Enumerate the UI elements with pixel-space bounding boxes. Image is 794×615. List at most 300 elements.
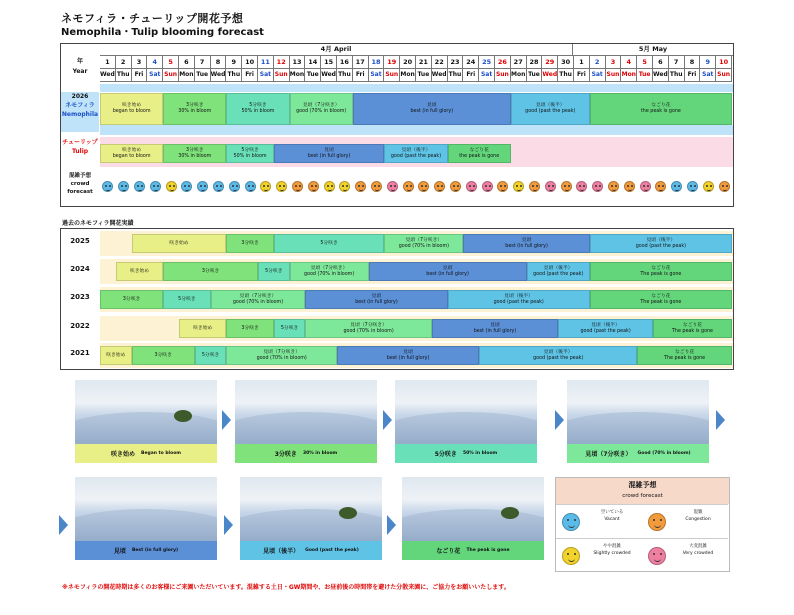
stage-label-jp: 3分咲き xyxy=(241,240,259,246)
crowd-legend-en: Slightly crowded xyxy=(593,551,631,556)
day-of-week: Tue xyxy=(305,69,321,82)
stage-label-jp: 見頃 xyxy=(371,293,382,299)
crowd-face-icon xyxy=(403,181,414,192)
day-number: 25 xyxy=(479,56,495,69)
stage-caption-en: 50% in bloom xyxy=(462,451,498,456)
stage-label-jp: 5分咲き xyxy=(320,240,338,246)
past-2021-segment xyxy=(479,346,637,365)
day-number: 8 xyxy=(685,56,701,69)
past-2022-segment xyxy=(432,319,558,338)
stage-label-jp: 見頃（7分咲き） xyxy=(350,322,387,328)
stage-caption xyxy=(402,541,544,560)
day-of-week: Fri xyxy=(463,69,479,82)
crowd-label-en2: forecast xyxy=(67,189,93,195)
stage-label-jp: 見頃（後半） xyxy=(543,349,573,355)
stage-label-en: The peak is gone xyxy=(664,355,706,361)
crowd-legend-label xyxy=(672,543,724,557)
photo-hill xyxy=(75,509,217,541)
stage-label-en: The peak is gone xyxy=(671,328,713,334)
day-of-week: Fri xyxy=(574,69,590,82)
crowd-face-icon xyxy=(719,181,730,192)
day-number: 7 xyxy=(669,56,685,69)
stage-label-en: best (in full glory) xyxy=(473,328,517,334)
nemophila-jp: ネモフィラ xyxy=(65,102,95,109)
day-number: 27 xyxy=(511,56,527,69)
crowd-legend-item xyxy=(556,538,642,572)
tulip-segment xyxy=(226,144,273,163)
past-2021-segment xyxy=(132,346,195,365)
stage-label-en: good (70% in bloom) xyxy=(398,243,449,249)
next-arrow-icon xyxy=(387,515,396,535)
stage-label-jp: なごり花 xyxy=(674,349,695,355)
tulip-segment xyxy=(100,144,163,163)
stage-label-jp: 見頃（7分咲き） xyxy=(310,265,348,271)
day-of-week: Thu xyxy=(116,69,132,82)
stage-photo xyxy=(75,380,217,444)
crowd-legend-item xyxy=(642,504,728,538)
past-2022-segment xyxy=(226,319,273,338)
photo-hill xyxy=(567,412,709,444)
crowd-face-icon xyxy=(134,181,145,192)
day-number: 5 xyxy=(163,56,179,69)
stage-label-en: 30% in bloom xyxy=(178,109,212,114)
year-label-jp: 年 xyxy=(76,58,83,65)
stage-label-jp: 咲き始め xyxy=(129,268,150,274)
day-number: 23 xyxy=(448,56,464,69)
stage-caption xyxy=(235,444,377,463)
day-of-week: Sun xyxy=(716,69,732,82)
very-crowded-face-icon xyxy=(648,547,666,565)
vacant-face-icon xyxy=(562,513,580,531)
nemophila-band-bottom xyxy=(100,125,733,135)
stage-label-jp: 見頃 xyxy=(521,237,532,243)
stage-label-en: good (70% in bloom) xyxy=(232,299,284,305)
year-label-en: Year xyxy=(72,68,88,75)
day-of-week: Fri xyxy=(132,69,148,82)
stage-label-jp: 3分咲き xyxy=(241,325,259,331)
day-number: 2 xyxy=(590,56,606,69)
day-number: 8 xyxy=(211,56,227,69)
day-of-week: Tue xyxy=(416,69,432,82)
stage-label-jp: 咲き始め xyxy=(169,240,189,246)
stage-label-en: good (70% in bloom) xyxy=(343,328,394,334)
past-2024-segment xyxy=(527,262,590,281)
stage-label-jp: 見頃 xyxy=(324,147,334,153)
day-of-week: Thu xyxy=(337,69,353,82)
past-year-label: 2025 xyxy=(70,237,90,245)
day-of-week: Thu xyxy=(558,69,574,82)
past-2023-segment xyxy=(590,290,732,309)
crowd-face-icon xyxy=(624,181,635,192)
past-2025-segment xyxy=(226,234,273,253)
nemophila-en: Nemophila xyxy=(61,111,99,118)
stage-label-en: 50% in bloom xyxy=(233,153,267,159)
past-2021-segment xyxy=(637,346,732,365)
stage-caption-jp: 3分咲き xyxy=(274,451,297,458)
stage-label-jp: 3分咲き xyxy=(186,147,204,153)
stage-label-jp: 見頃 xyxy=(426,103,437,108)
stage-label-jp: 咲き始め xyxy=(106,352,126,358)
day-of-week: Tue xyxy=(527,69,543,82)
nemophila-segment xyxy=(590,93,732,125)
past-2023-segment xyxy=(100,290,163,309)
day-of-week: Sun xyxy=(606,69,622,82)
day-number: 7 xyxy=(195,56,211,69)
past-2021-segment xyxy=(195,346,227,365)
stage-label-en: good (past the peak) xyxy=(533,271,584,277)
day-number: 9 xyxy=(700,56,716,69)
stage-caption-en: Best (in full glory) xyxy=(131,548,179,553)
day-number: 28 xyxy=(527,56,543,69)
next-arrow-icon xyxy=(222,410,231,430)
past-2021-segment xyxy=(100,346,132,365)
day-of-week: Mon xyxy=(400,69,416,82)
past-2025-segment xyxy=(274,234,385,253)
day-of-week: Sun xyxy=(384,69,400,82)
crowd-face-icon xyxy=(308,181,319,192)
crowd-face-icon xyxy=(529,181,540,192)
photo-hill xyxy=(402,509,544,541)
day-number: 4 xyxy=(621,56,637,69)
tulip-segment xyxy=(274,144,385,163)
crowd-face-icon xyxy=(450,181,461,192)
day-number: 29 xyxy=(542,56,558,69)
stage-label-jp: 見頃 xyxy=(490,322,500,328)
nemophila-segment xyxy=(511,93,590,125)
photo-hill xyxy=(395,412,537,444)
nemophila-label xyxy=(61,92,99,132)
stage-label-jp: 3分咲き xyxy=(186,103,204,108)
crowd-legend-title: 混雑予想 xyxy=(628,481,657,489)
stage-label-en: good (past the peak) xyxy=(533,355,584,361)
day-number: 15 xyxy=(321,56,337,69)
slightly-crowded-face-icon xyxy=(562,547,580,565)
footer-note: ※ネモフィラの開花時期は多くのお客様にご来園いただいています。混雑する土日・GW期間や、お昼前後の時間帯を避けた分散来園に、ご協力をお願いいたします。 xyxy=(62,584,510,591)
stage-photo xyxy=(75,477,217,541)
day-of-week: Sat xyxy=(258,69,274,82)
stage-label-jp: 5分咲き xyxy=(280,325,299,331)
day-number: 21 xyxy=(416,56,432,69)
day-of-week: Thu xyxy=(669,69,685,82)
stage-label-en: The peak is gone xyxy=(640,299,682,305)
stage-label-en: began to bloom xyxy=(112,153,151,159)
day-of-week: Mon xyxy=(511,69,527,82)
day-number: 24 xyxy=(463,56,479,69)
crowd-legend-sub: crowd forecast xyxy=(622,493,663,499)
day-number: 16 xyxy=(337,56,353,69)
past-2024-segment xyxy=(258,262,290,281)
day-number: 18 xyxy=(369,56,385,69)
stage-caption xyxy=(75,444,217,463)
nemophila-year: 2026 xyxy=(71,93,89,100)
tulip-jp: チューリップ xyxy=(62,139,98,146)
stage-photo xyxy=(567,380,709,444)
nemophila-segment xyxy=(353,93,511,125)
photo-hill xyxy=(235,412,377,444)
day-number: 26 xyxy=(495,56,511,69)
crowd-face-icon xyxy=(640,181,651,192)
nemophila-segment xyxy=(290,93,353,125)
day-number: 30 xyxy=(558,56,574,69)
day-number: 22 xyxy=(432,56,448,69)
stage-label-jp: 見頃（後半） xyxy=(646,237,676,243)
past-2022-segment xyxy=(274,319,306,338)
day-number: 17 xyxy=(353,56,369,69)
past-2022-segment xyxy=(558,319,653,338)
stage-label-jp: 見頃（後半） xyxy=(401,147,431,153)
stage-label-en: good (70% in bloom) xyxy=(256,355,307,361)
crowd-legend-item xyxy=(556,504,642,538)
crowd-face-icon xyxy=(213,181,224,192)
day-of-week: Sat xyxy=(369,69,385,82)
stage-label-en: The peak is gone xyxy=(640,271,682,277)
crowd-face-icon xyxy=(371,181,382,192)
stage-caption-en: Good (past the peak) xyxy=(305,548,359,553)
stage-caption-jp: 見頃（後半） xyxy=(263,548,300,555)
crowd-face-icon xyxy=(150,181,161,192)
crowd-face-icon xyxy=(608,181,619,192)
stage-caption-jp: 5分咲き xyxy=(434,451,457,458)
stage-label-jp: 見頃（後半） xyxy=(543,265,573,271)
stage-label-en: best (in full glory) xyxy=(307,153,351,159)
photo-hill xyxy=(240,509,382,541)
next-arrow-icon xyxy=(383,410,392,430)
stage-label-jp: 5分咲き xyxy=(249,103,267,108)
tulip-en: Tulip xyxy=(71,148,89,155)
stage-caption xyxy=(240,541,382,560)
crowd-legend-label xyxy=(672,509,724,523)
past-year-label: 2023 xyxy=(70,293,90,301)
day-of-week: Sun xyxy=(274,69,290,82)
stage-label-jp: 5分咲き xyxy=(178,296,196,302)
stage-label-jp: 見頃 xyxy=(442,265,453,271)
day-number: 1 xyxy=(100,56,116,69)
day-number: 3 xyxy=(132,56,148,69)
stage-label-jp: 見頃（7分咲き） xyxy=(263,349,300,355)
day-of-week: Wed xyxy=(542,69,558,82)
stage-label-en: good (past the peak) xyxy=(493,299,544,305)
stage-label-jp: 見頃（7分咲き） xyxy=(405,237,443,243)
crowd-legend-jp: 大変混雑 xyxy=(689,544,707,549)
day-number: 20 xyxy=(400,56,416,69)
stage-photo xyxy=(240,477,382,541)
past-year-label: 2021 xyxy=(70,349,90,357)
stage-label-jp: なごり花 xyxy=(651,265,671,271)
day-of-week: Wed xyxy=(653,69,669,82)
stage-label-en: best (in full glory) xyxy=(505,243,548,249)
crowd-face-icon xyxy=(387,181,398,192)
day-number: 3 xyxy=(606,56,622,69)
day-of-week: Tue xyxy=(637,69,653,82)
stage-caption-en: The peak is gone xyxy=(466,548,510,553)
stage-label-en: 30% in bloom xyxy=(178,153,212,159)
stage-label-en: best (in full glory) xyxy=(410,109,454,114)
tulip-segment xyxy=(448,144,511,163)
past-2025-segment xyxy=(590,234,732,253)
stage-label-en: best (in full glory) xyxy=(386,355,430,361)
crowd-face-icon xyxy=(703,181,714,192)
day-of-week: Wed xyxy=(100,69,116,82)
past-2022-segment xyxy=(179,319,226,338)
day-number: 6 xyxy=(179,56,195,69)
crowd-label-jp: 混雑予想 xyxy=(68,173,91,179)
stage-label-en: good (past the peak) xyxy=(635,243,686,249)
tulip-segment xyxy=(384,144,447,163)
stage-caption xyxy=(567,444,709,463)
stage-label-en: good (past the peak) xyxy=(525,109,576,114)
stage-label-jp: 3分咲き xyxy=(122,296,141,302)
past-2024-segment xyxy=(590,262,732,281)
past-2024-segment xyxy=(163,262,258,281)
day-of-week: Fri xyxy=(685,69,701,82)
day-number: 12 xyxy=(274,56,290,69)
tulip-label xyxy=(61,138,99,166)
day-number: 10 xyxy=(242,56,258,69)
stage-label-jp: 見頃（後半） xyxy=(535,103,565,108)
day-number: 19 xyxy=(384,56,400,69)
nemophila-band-top xyxy=(100,84,733,92)
crowd-face-icon xyxy=(687,181,698,192)
stage-caption xyxy=(395,444,537,463)
past-2024-segment xyxy=(290,262,369,281)
stage-label-en: best (in full glory) xyxy=(355,299,398,305)
day-number: 6 xyxy=(653,56,669,69)
day-of-week: Thu xyxy=(226,69,242,82)
stage-label-jp: なごり花 xyxy=(651,103,671,108)
stage-label-jp: 見頃（7分咲き） xyxy=(239,293,277,299)
next-arrow-icon xyxy=(59,515,68,535)
crowd-label xyxy=(61,172,99,204)
day-of-week: Sat xyxy=(479,69,495,82)
crowd-face-icon xyxy=(292,181,303,192)
stage-label-jp: 見頃 xyxy=(403,349,413,355)
stage-caption-jp: 見頃 xyxy=(113,548,126,555)
day-of-week: Sat xyxy=(590,69,606,82)
day-number: 13 xyxy=(290,56,306,69)
day-of-week: Tue xyxy=(195,69,211,82)
past-2023-segment xyxy=(163,290,210,309)
stage-caption-en: Good (70% in bloom) xyxy=(637,451,691,456)
stage-label-en: the peak is gone xyxy=(459,153,500,159)
stage-label-en: 50% in bloom xyxy=(241,109,275,114)
day-of-week: Wed xyxy=(321,69,337,82)
stage-label-jp: 見頃（後半） xyxy=(591,322,620,328)
stage-photo xyxy=(395,380,537,444)
crowd-legend-item xyxy=(642,538,728,572)
day-of-week: Sat xyxy=(700,69,716,82)
past-2025-segment xyxy=(384,234,463,253)
past-2023-segment xyxy=(211,290,306,309)
day-of-week: Wed xyxy=(432,69,448,82)
next-arrow-icon xyxy=(555,410,564,430)
day-of-week: Sun xyxy=(495,69,511,82)
year-header xyxy=(61,57,99,81)
past-2021-segment xyxy=(337,346,479,365)
day-number: 5 xyxy=(637,56,653,69)
stage-label-jp: 5分咲き xyxy=(265,268,283,274)
stage-label-en: good (70% in bloom) xyxy=(296,109,347,114)
stage-label-jp: 5分咲き xyxy=(201,352,220,358)
stage-label-jp: なごり花 xyxy=(469,147,489,153)
crowd-legend-en: Vacant xyxy=(604,517,620,522)
crowd-legend-label xyxy=(586,543,638,557)
day-number: 11 xyxy=(258,56,274,69)
crowd-face-icon xyxy=(324,181,335,192)
stage-caption xyxy=(75,541,217,560)
past-2024-segment xyxy=(116,262,163,281)
stage-caption-en: Began to bloom xyxy=(141,451,181,456)
past-2023-segment xyxy=(448,290,590,309)
stage-label-en: good (70% in bloom) xyxy=(303,271,355,277)
april-header: 4月 April xyxy=(100,44,573,56)
stage-label-jp: 咲き始め xyxy=(193,325,213,331)
stage-label-en: best (in full glory) xyxy=(426,271,469,277)
past-title: 過去のネモフィラ開花実績 xyxy=(62,220,134,227)
stage-label-jp: なごり花 xyxy=(651,293,671,299)
past-2021-segment xyxy=(226,346,337,365)
stage-caption-jp: 咲き始め xyxy=(111,451,136,458)
may-header: 5月 May xyxy=(573,44,733,56)
crowd-legend-en: Very crowded xyxy=(682,551,714,556)
stage-label-jp: 見頃（7分咲き） xyxy=(302,103,340,108)
stage-caption-en: 30% in bloom xyxy=(302,451,338,456)
next-arrow-icon xyxy=(224,515,233,535)
stage-label-jp: なごり花 xyxy=(682,322,703,328)
past-2024-segment xyxy=(369,262,527,281)
day-of-week: Fri xyxy=(353,69,369,82)
crowd-face-icon xyxy=(466,181,477,192)
stage-label-en: the peak is gone xyxy=(640,109,681,114)
stage-label-jp: 5分咲き xyxy=(241,147,259,153)
day-of-week: Wed xyxy=(211,69,227,82)
crowd-legend-en: Congestion xyxy=(685,517,711,522)
day-of-week: Sat xyxy=(147,69,163,82)
past-2022-segment xyxy=(653,319,732,338)
stage-photo xyxy=(235,380,377,444)
next-arrow-icon xyxy=(716,410,725,430)
day-of-week: Thu xyxy=(448,69,464,82)
past-2023-segment xyxy=(305,290,447,309)
day-of-week: Sun xyxy=(163,69,179,82)
crowd-legend-jp: 空いている xyxy=(600,510,624,515)
day-number: 10 xyxy=(716,56,732,69)
crowd-legend-label xyxy=(586,509,638,523)
day-number: 9 xyxy=(226,56,242,69)
nemophila-segment xyxy=(226,93,289,125)
photo-hill xyxy=(75,412,217,444)
nemophila-segment xyxy=(100,93,163,125)
past-year-label: 2022 xyxy=(70,322,90,330)
crowd-face-icon xyxy=(482,181,493,192)
crowd-face-icon xyxy=(229,181,240,192)
nemophila-segment xyxy=(163,93,226,125)
crowd-legend-jp: やや混雑 xyxy=(603,544,621,549)
past-2025-segment xyxy=(132,234,227,253)
stage-label-jp: 見頃（後半） xyxy=(504,293,534,299)
crowd-face-icon xyxy=(561,181,572,192)
past-2025-segment xyxy=(463,234,589,253)
day-number: 2 xyxy=(116,56,132,69)
day-number: 1 xyxy=(574,56,590,69)
congestion-face-icon xyxy=(648,513,666,531)
past-2022-segment xyxy=(305,319,431,338)
stage-caption-jp: なごり花 xyxy=(436,548,461,555)
stage-label-jp: 咲き始め xyxy=(121,147,142,153)
day-of-week: Mon xyxy=(179,69,195,82)
tulip-segment xyxy=(163,144,226,163)
crowd-label-en1: crowd xyxy=(70,181,90,187)
crowd-face-icon xyxy=(245,181,256,192)
